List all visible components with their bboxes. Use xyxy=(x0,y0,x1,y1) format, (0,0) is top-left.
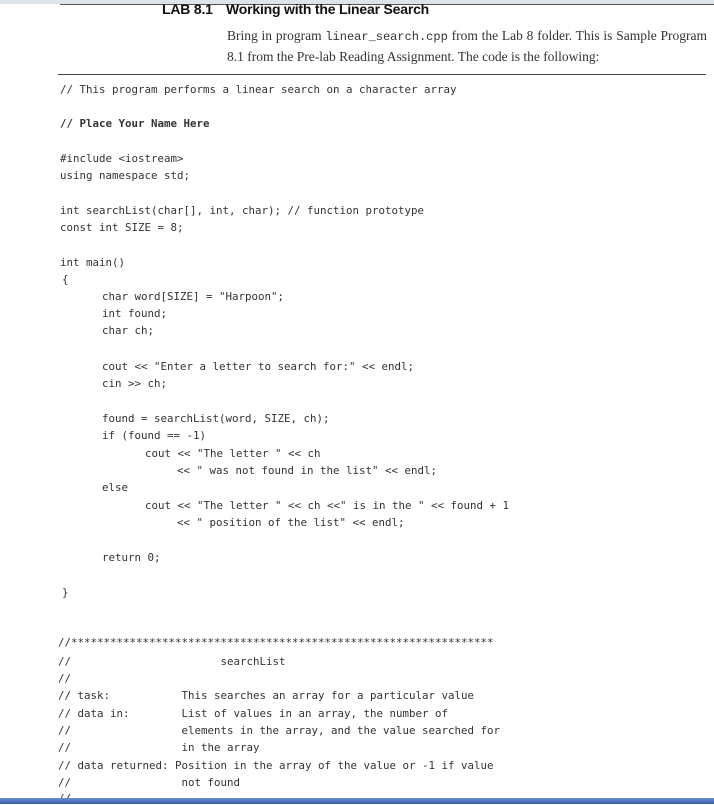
code-line: { xyxy=(62,273,69,286)
code-line: cout << "The letter " << ch <<" is in the " << found + 1 xyxy=(145,499,510,512)
code-line: // in the array xyxy=(58,741,260,754)
code-line: return 0; xyxy=(102,551,161,564)
code-line: char ch; xyxy=(102,324,155,337)
code-line: int searchList(char[], int, char); // function prototype xyxy=(60,204,425,217)
code-line: // This program performs a linear search on a character array xyxy=(60,83,457,96)
code-line: // not found xyxy=(58,776,241,789)
code-line: // data returned: Position in the array of the value or -1 if value xyxy=(58,759,494,772)
code-line: // Place Your Name Here xyxy=(60,117,210,130)
code-line: } xyxy=(62,586,69,599)
intro-text-end: from the Lab 8 folder. This is Sample Program 8.1 from the Pre-lab Reading Assignment. The code is the following: xyxy=(227,28,707,64)
code-line: cout << "The letter " << ch xyxy=(145,447,321,460)
intro-filename: linear_search.cpp xyxy=(325,30,448,44)
code-line: // data in: List of values in an array, the number of xyxy=(58,707,449,720)
code-line: using namespace std; xyxy=(60,169,191,182)
lab-title: Working with the Linear Search xyxy=(226,1,430,17)
code-line: int found; xyxy=(102,307,168,320)
code-line: // elements in the array, and the value searched for xyxy=(58,724,501,737)
code-line: cout << "Enter a letter to search for:" << endl; xyxy=(102,360,415,373)
code-line: char word[SIZE] = "Harpoon"; xyxy=(102,290,285,303)
code-line: << " was not found in the list" << endl; xyxy=(177,464,438,477)
code-line: if (found == -1) xyxy=(102,429,207,442)
code-line: const int SIZE = 8; xyxy=(60,221,184,234)
intro-text-start: Bring in program xyxy=(227,28,326,43)
lab-number: LAB 8.1 xyxy=(162,1,213,17)
code-line: int main() xyxy=(60,256,126,269)
code-line: #include <iostream> xyxy=(60,152,184,165)
code-line: // task: This searches an array for a particular value xyxy=(58,689,475,702)
code-line: // xyxy=(58,672,72,685)
code-line: // searchList xyxy=(58,655,286,668)
code-line: //***************************************************************** xyxy=(58,636,494,649)
code-line: cin >> ch; xyxy=(102,377,168,390)
bottom-scroll-edge xyxy=(0,798,714,804)
code-line: found = searchList(word, SIZE, ch); xyxy=(102,412,330,425)
code-line: << " position of the list" << endl; xyxy=(177,516,405,529)
code-line: else xyxy=(102,481,129,494)
